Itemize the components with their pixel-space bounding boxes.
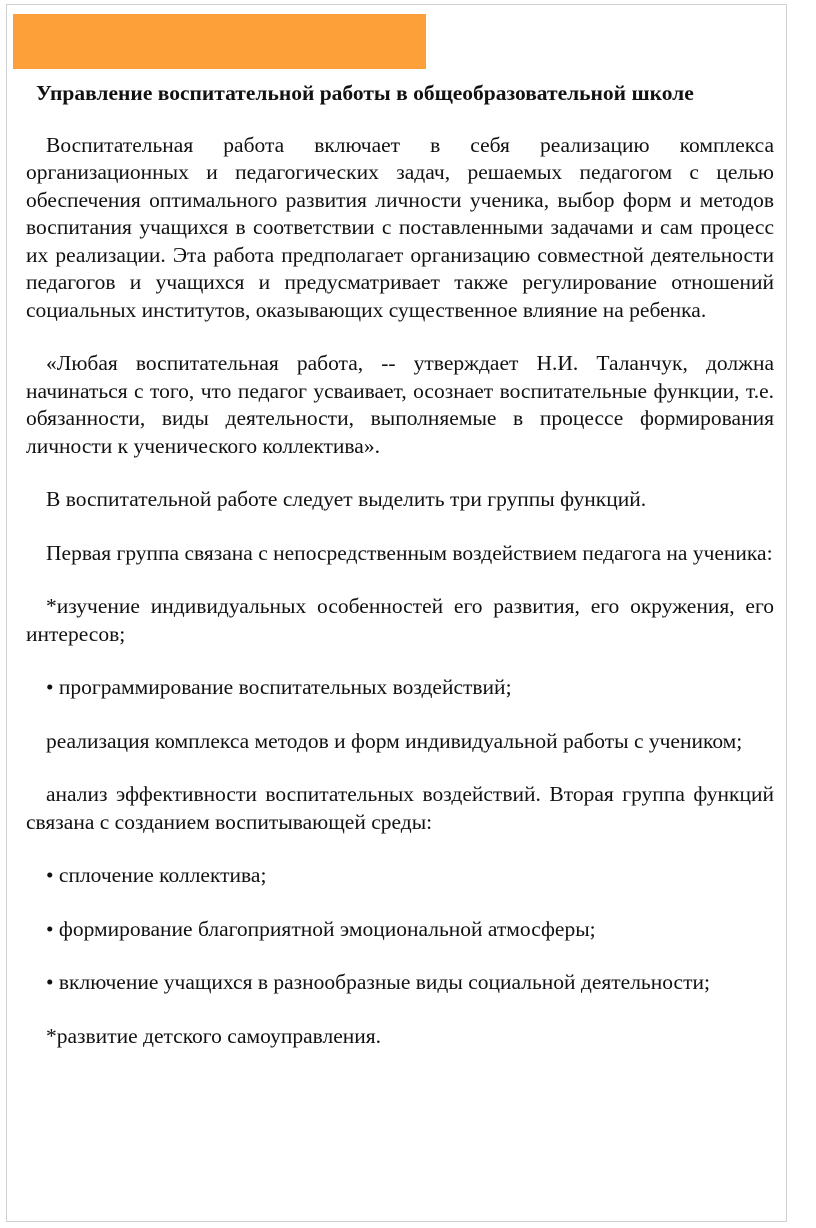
- list-item: *развитие детского самоуправления.: [46, 1023, 382, 1048]
- document-title: Управление воспитательной работы в общеобразовательной школе: [36, 81, 694, 105]
- list-item: • программирование воспитательных воздействий;: [46, 675, 512, 699]
- list-item: • формирование благоприятной эмоциональной атмосферы;: [46, 916, 596, 941]
- paragraph: Воспитательная работа включает в себя реализацию комплекса организационных и педагогических задач, решаемых педагогом с целью обеспечения оптимального развития личности ученика, выбор форм и методов воспитания учащихся в соответствии с поставленными задачами и сам процесс их реализации. Эта работа предполагает организацию совместной деятельности педагогов и учащихся и предусматривает также регулирование отношений социальных институтов, оказывающих существенное влияние на ребенка.: [26, 132, 774, 322]
- title-banner: [13, 14, 426, 69]
- list-item: • включение учащихся в разнообразные виды социальной деятельности;: [46, 970, 710, 994]
- list-item: *изучение индивидуальных особенностей его развития, его окружения, его интересов;: [26, 594, 774, 646]
- list-item: • сплочение коллектива;: [46, 863, 267, 887]
- paragraph: анализ эффективности воспитательных воздействий. Вторая группа функций связана с созданием воспитывающей среды:: [26, 782, 774, 834]
- document-body: [26, 80, 774, 1050]
- paragraph: Первая группа связана с непосредственным воздействием педагога на ученика:: [46, 540, 773, 565]
- paragraph: «Любая воспитательная работа, -- утверждает Н.И. Таланчук, должна начинаться с того, что педагог усваивает, осознает воспитательные функции, т.е. обязанности, виды деятельности, выполняемые в процессе формирования личности к ученического коллектива».: [26, 351, 774, 458]
- paragraph: В воспитательной работе следует выделить три группы функций.: [46, 487, 647, 511]
- list-item: реализация комплекса методов и форм индивидуальной работы с учеником;: [46, 728, 743, 753]
